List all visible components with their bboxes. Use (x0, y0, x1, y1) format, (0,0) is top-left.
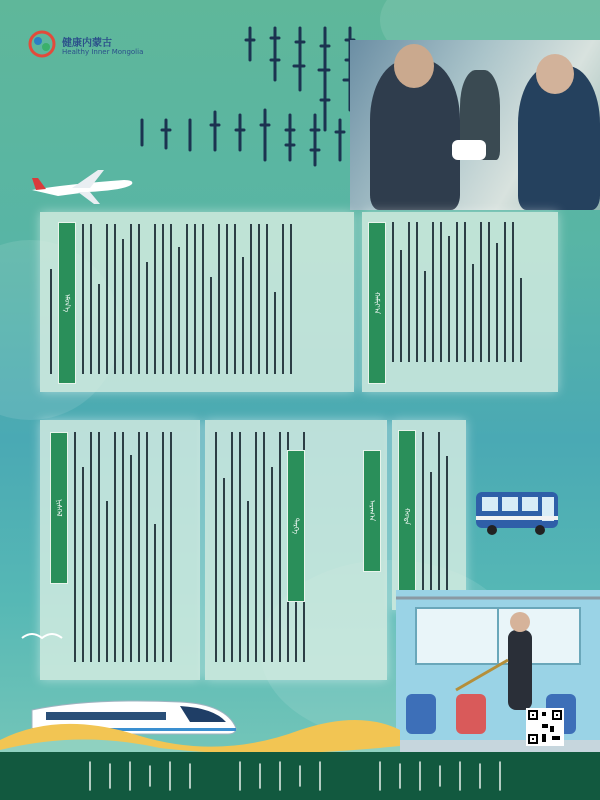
healthy-inner-mongolia-logo (28, 28, 144, 68)
hero-photo (350, 40, 600, 210)
panel-lower-left (40, 420, 200, 680)
panel-upper-left (40, 212, 354, 392)
bus-icon (474, 488, 560, 536)
panel-lower-mid-text (215, 432, 335, 662)
logo-name-cn: 健康内蒙古 (62, 38, 112, 49)
logo-name-en: Healthy Inner Mongolia (62, 48, 144, 56)
photo-head-right (536, 54, 574, 94)
panel-lower-mid-tag-a: ᠲᠡᠷᠭᠡ (287, 450, 305, 602)
qr-code-icon[interactable] (526, 708, 564, 746)
panel-lower-right (392, 420, 466, 610)
bus-interior-illustration (396, 590, 600, 760)
footer-mongolian-script (80, 758, 520, 794)
airplane-icon (28, 160, 136, 206)
logo-mark-icon (28, 30, 56, 58)
panel-lower-mid (205, 420, 387, 680)
panel-lower-left-tag: ᠨᠢᠰᠬᠡᠯ (50, 432, 68, 584)
panel-upper-left-tag: ᠡᠮᠦᠨ᠎ᠡ (58, 222, 76, 384)
panel-upper-right-tag: ᠬᠠᠮᠢᠶ᠎ᠠ (368, 222, 386, 384)
photo-bottle (452, 140, 486, 160)
panel-upper-right-text (392, 222, 552, 362)
panel-upper-right (362, 212, 558, 392)
title-mongolian-script (130, 20, 360, 170)
panel-lower-left-text (74, 432, 194, 662)
seagull-icon (20, 628, 64, 646)
panel-lower-right-tag: ᠬᠤᠲᠠ (398, 430, 416, 602)
footer-bar (0, 752, 600, 800)
panel-lower-right-text (422, 432, 462, 592)
panel-lower-mid-tag-b: ᠠᠷᠠᠭ᠎ᠠ (363, 450, 381, 572)
photo-head-left (394, 44, 434, 88)
panel-upper-left-text (50, 224, 350, 374)
hills-decoration (0, 700, 400, 760)
